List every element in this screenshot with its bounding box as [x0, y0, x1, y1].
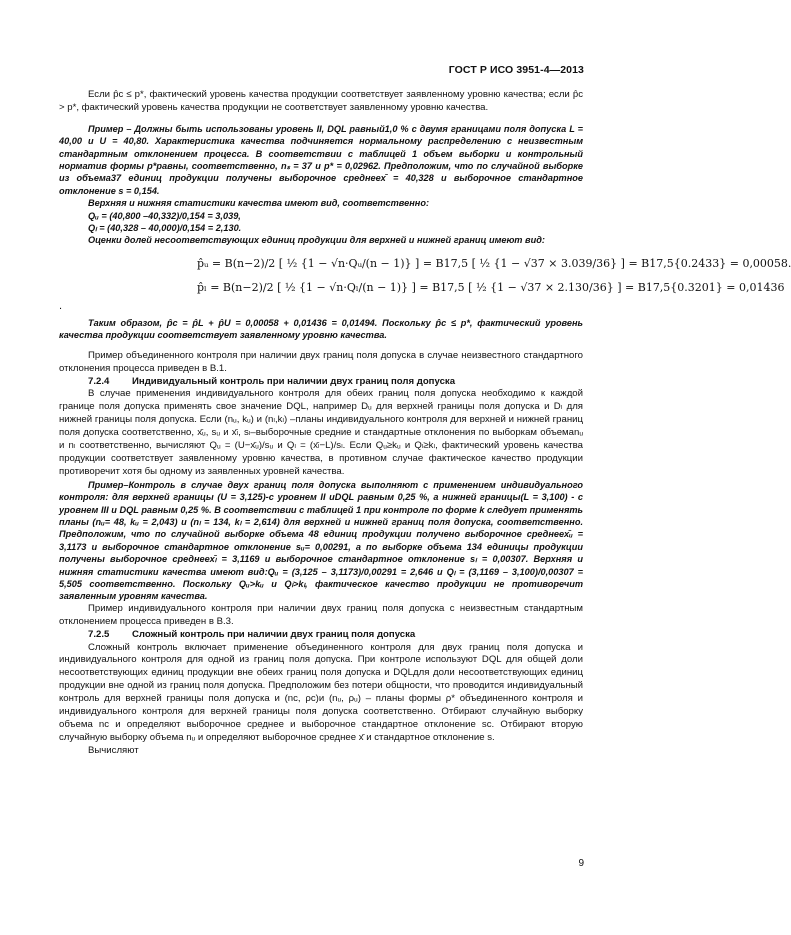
- example-qu-value: Qᵤ = (40,800 –40,332)/0,154 = 3,039,: [88, 210, 241, 221]
- paragraph-quality-condition: Если p̂c ≤ p*, фактический уровень качества продукции соответствует заявленному уровню качества; если p̂c > p*, фактический уровень качества продукции не соответствует заявленному уровню качества.: [59, 89, 583, 113]
- example-statistics-intro: Верхняя и нижняя статистики качества имеют вид, соответственно:: [88, 198, 429, 209]
- section-heading-7-2-5: [59, 629, 583, 642]
- paragraph-joint-reference: Пример объединенного контроля при наличии двух границ поля допуска в случае неизвестного стандартного отклонения процесса приведен в В.1.: [59, 349, 583, 374]
- section-number: 7.2.5: [88, 628, 110, 640]
- formula-lower-estimate: p̂ₗ = B(n−2)/2 [ ½ {1 − √n·Qₗ/(n − 1)} ] = B17,5 [ ½ {1 − √37 × 2.130/36} ] = B17,5{0.3201} = 0,01436: [197, 280, 785, 294]
- paragraph-complex-control: Сложный контроль включает применение объединенного контроля для двух границ поля допуска и индивидуального контроля для одной из границ поля допуска. При контроле используют DQL для общей доли несоответствующих единиц продукции вне обеих границ поля допуска и DQLдля доли несоответствующих единиц продукции вне одной из границ поля допуска. Предположим без потери общности, что проводится индивидуальный контроль для верхней границы поля допуска и (nc, ρc)и (nᵤ, ρᵤ) – планы формы ρ* объединенного контроля и индивидуального контроля для верхней границы поля допуска соответственно. Отбирают случайную выборку объема nc и определяют выборочное среднее и выборочное стандартное отклонение sc. Отбирают вторую случайную выборку объема nᵤ и определяют выборочное среднее х̄ и стандартное отклонение s.: [59, 641, 583, 743]
- example-individual-control: Пример–Контроль в случае двух границ поля допуска выполняют с применением индивидуального контроля: для верхней границы (U = 3,125)-с уровнем II uDQL равным 0,25 %, а нижней границы(L = 3,100) - с уровнем III u DQL равным 0,25 %. В соответствии с таблицей 1 при контроле по форме k следует применять планы (nᵤ= 48, kᵤ = 2,043) и (nₗ = 134, kₗ = 2,614) для верхней и нижней границ поля допуска, соответственно. Предположим, что по случайной выборке объема 48 единиц продукции получено выборочное среднеех̄ᵤ = 3,1173 и выборочное стандартное отклонение sᵤ= 0,00291, а по выборке объема 134 единицы продукции получены выборочное среднеех̄ₗ = 3,1169 и выборочное стандартное отклонение sₗ = 0,00307. Верхняя и нижняя статистики качества имеют вид:Qᵤ = (3,125 – 3,1173)/0,00291 = 2,646 и Qₗ = (3,1169 – 3,100)/0,00307 = 5,505 соответственно. Поскольку Qᵤ>kᵤ и Qₗ>kₗ, фактическое качество продукции не противоречит заявленным уровням качества.: [59, 479, 583, 602]
- section-heading-7-2-4: [59, 376, 583, 389]
- page-number: 9: [578, 858, 584, 869]
- example-estimates-intro: Оценки долей несоответствующих единиц продукции для верхней и нижней границ имеют вид:: [88, 235, 545, 246]
- section-title: Сложный контроль при наличии двух границ поля допуска: [132, 628, 416, 640]
- paragraph-compute: Вычисляют: [88, 744, 139, 756]
- example-conclusion: Таким образом, p̂c = p̂L + p̂U = 0,00058 + 0,01436 = 0,01494. Поскольку p̂c ≤ p*, фактический уровень качества продукции соответствует заявленному уровню качества.: [59, 317, 583, 341]
- example-ql-value: Qₗ = (40,328 – 40,000)/0,154 = 2,130.: [88, 223, 242, 234]
- paragraph-individual-reference: Пример индивидуального контроля при наличии двух границ поля допуска с неизвестным стандартным отклонением процесса приведен в В.3.: [59, 602, 583, 627]
- document-header: ГОСТ Р ИСО 3951-4—2013: [448, 64, 584, 76]
- formula-terminator: .: [59, 299, 63, 312]
- paragraph-individual-control: В случае применения индивидуального контроля для обеих границ поля допуска необходимо к каждой границе поля допуска применять свое значение DQL, например Dᵤ для верхней границы поля допуска и Dₗ для нижней границы поля допуска. Если (nᵤ, kᵤ) и (nₗ,kₗ) –планы индивидуального контроля для верхней и нижней границ поля допуска соответственно, х̄ᵤ, sᵤ и х̄ₗ, sₗ–выборочные средние и стандартные отклонения по выборкам объемаnᵤ и nₗ соответственно, вычисляют Qᵤ = (U−х̄ᵤ)/sᵤ и Qₗ = (х̄ₗ−L)/sₗ. Если Qᵤ≥kᵤ и Qₗ≥kₗ, фактический уровень качества продукции соответствует заявленному уровню качества, в противном случае фактическое качество продукции противоречит хотя бы одному из заявленных уровней качества.: [59, 388, 583, 477]
- document-body: [59, 89, 791, 758]
- formula-upper-estimate: p̂ᵤ = B(n−2)/2 [ ½ {1 − √n·Qᵤ/(n − 1)} ] = B17,5 [ ½ {1 − √37 × 3.039/36} ] = B17,5{0.2433} = 0,00058.: [197, 256, 791, 270]
- section-title: Индивидуальный контроль при наличии двух границ поля допуска: [132, 375, 456, 387]
- example-joint-control: Пример – Должны быть использованы уровень II, DQL равный1,0 % с двумя границами поля допуска L = 40,00 и U = 40,80. Характеристика качества подчиняется нормальному распределению с неизвестным стандартным отклонением процесса. В соответствии с таблицей 1 объем выборки и контрольный норматив формы p*равны, соответственно, nₛ = 37 и p* = 0,02962. Предположим, что по случайной выборке из объема37 единиц продукции получены выборочное среднеех̄ = 40,328 и выборочное стандартное отклонение s = 0,154.: [59, 123, 583, 196]
- section-number: 7.2.4: [88, 375, 110, 387]
